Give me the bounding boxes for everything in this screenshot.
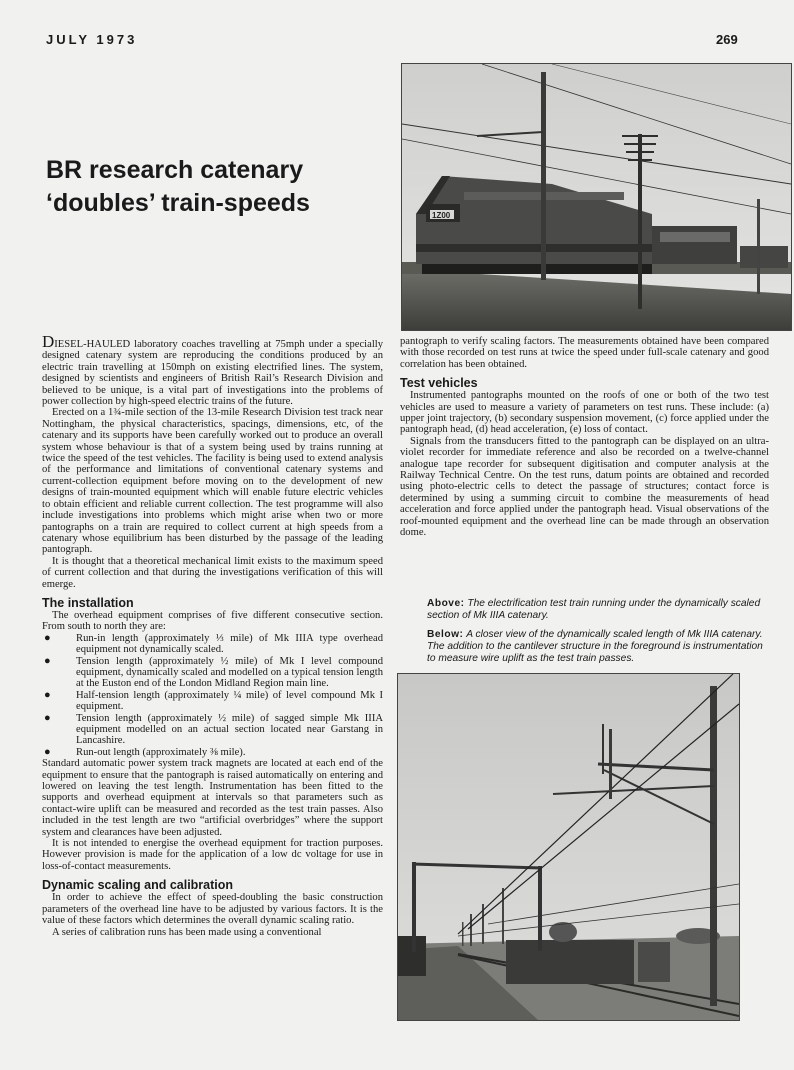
lead-small-caps: IESEL-HAULED [54, 339, 131, 350]
caption-below [427, 629, 771, 664]
headline-line-1: BR research catenary [46, 156, 304, 184]
list-item: ● Run-out length (approximately ⅜ mile). [42, 747, 383, 758]
caption-above-label: Above: [427, 598, 465, 609]
list-item: ● Tension length (approximately ½ mile) of sagged simple Mk IIIA equipment modelled on an actual section located near Garstang in Lancashire. [42, 713, 383, 747]
scaling-paragraph-continued: pantograph to verify scaling factors. The measurements obtained have been compared with those recorded on test runs at twice the speed under full-scale catenary and good correlation has been obtained. [400, 336, 769, 370]
caption-above [427, 598, 771, 622]
caption-below-text: A closer view of the dynamically scaled length of Mk IIIA catenary. The addition to the cantilever structure in the foreground is instrumentation to measure wire uplift as the test train passes. [427, 629, 763, 664]
list-item: ● Half-tension length (approximately ¼ mile) of level compound Mk I equipment. [42, 690, 383, 713]
headcode-text: 1Z00 [432, 211, 451, 220]
scaling-paragraph-2: A series of calibration runs has been made using a conventional [52, 926, 322, 938]
lead-text: laboratory coaches travelling at 75mph under a specially designed catenary system are reproducing the conditions produced by an electric train travelling at 150mph on existing electrified lines. The system, designed by scientists and engineers of British Rail’s Research Division and believed to be unique, is a vital part of investigations into the problems of power collection by high-speed electric trains of the future. [42, 339, 383, 408]
photo-catenary-close-view [397, 673, 740, 1021]
headline [46, 154, 386, 220]
test-vehicles-paragraph-1: Instrumented pantographs mounted on the roofs of one or both of the two test vehicles are used to measure a variety of parameters on test runs. These include: (a) upper joint trajectory, (b) secondary suspension movement, (c) force applied under the pantograph head, (d) head acceleration, (e) loss of contact. [400, 390, 769, 436]
test-vehicles-paragraph-2: Signals from the transducers fitted to the pantograph can be displayed on an ultra-violet recorder for immediate reference and also be recorded on a twelve-channel analogue tape recorder for subsequent digitisation and computer analysis at the Railway Technical Centre. On the test runs, datum points are obtained and recorded using photo-electric cells to detect the passage of structures; contact force is determined by using a summing circuit to combine the measurements of head acceleration and force applied under the pantograph head. Visual observations of the roof-mounted equipment and the overhead line can be made through an observation dome. [400, 435, 769, 539]
caption-above-text: The electrification test train running under the dynamically scaled section of Mk IIIA catenary. [427, 598, 761, 621]
installation-list [42, 633, 383, 758]
photo-test-train [401, 63, 792, 331]
installation-paragraph: Standard automatic power system track magnets are located at each end of the equipment to ensure that the pantograph is raised automatically on entering and lowered on leaving the test length. Instrumentation has been fitted to the supports and overhead equipment at intervals so that parameters such as contact-wire uplift can be measured and recorded as the test train passes. Also included in the test length are two “artificial overbridges” where the support system and clearances have been adjusted. [42, 758, 383, 838]
article-right-column [400, 336, 769, 539]
heading-dynamic-scaling: Dynamic scaling and calibration [42, 878, 234, 893]
headline-line-2: ‘doubles’ train-speeds [46, 189, 310, 217]
scaling-paragraph-1: In order to achieve the effect of speed-doubling the basic construction parameters of the overhead line have to be adjusted by various factors. It is the value of these factors which determines the overall dynamic scaling ratio. [42, 892, 383, 927]
heading-installation: The installation [42, 595, 134, 610]
installation-paragraph-last: It is not intended to energise the overhead equipment for traction purposes. However provision is made for the application of a low dc voltage for use in loss-of-contact measurements. [42, 838, 383, 872]
lead-paragraph [42, 332, 383, 408]
heading-test-vehicles: Test vehicles [400, 376, 478, 391]
list-item: ● Tension length (approximately ½ mile) of Mk I level compound equipment, dynamically scaled and modelled on a typical tension length at the Euston end of the London Midland Region main line. [42, 656, 383, 690]
page-date: JULY 1973 [46, 32, 138, 47]
list-item: ● Run-in length (approximately ⅓ mile) of Mk IIIA type overhead equipment not dynamically scaled. [42, 633, 383, 656]
drop-cap: D [42, 332, 55, 351]
paragraph-3: It is thought that a theoretical mechanical limit exists to the maximum speed of current collection and that during the investigations verification of this will emerge. [42, 555, 383, 590]
caption-below-label: Below: [427, 629, 464, 640]
paragraph-2: Erected on a 1¾-mile section of the 13-mile Research Division test track near Nottingham, the physical characteristics, spacings, dimensions, etc, of the catenary and its supports have been carefully worked out to produce an overall system whose behaviour is that of a system being used by trains running at twice the speed of the test vehicles. The facility is being used to extend analysis of the performance and limitations of conventional catenary systems and current-collection equipment before moving on to the development of new designs of train-mounted equipment which will enable future electric vehicles to obtain efficient and reliable current collection. The test programme will also include investigations into problems which might arise when two or more pantographs on a train are required to collect current at high speeds from a catenary whose equilibrium has been disturbed by the passage of the leading pantograph. [42, 407, 383, 556]
article-left-column [42, 332, 383, 938]
installation-intro: The overhead equipment comprises of five different consecutive section. From south to north they are: [42, 609, 383, 633]
page-number: 269 [716, 32, 738, 47]
